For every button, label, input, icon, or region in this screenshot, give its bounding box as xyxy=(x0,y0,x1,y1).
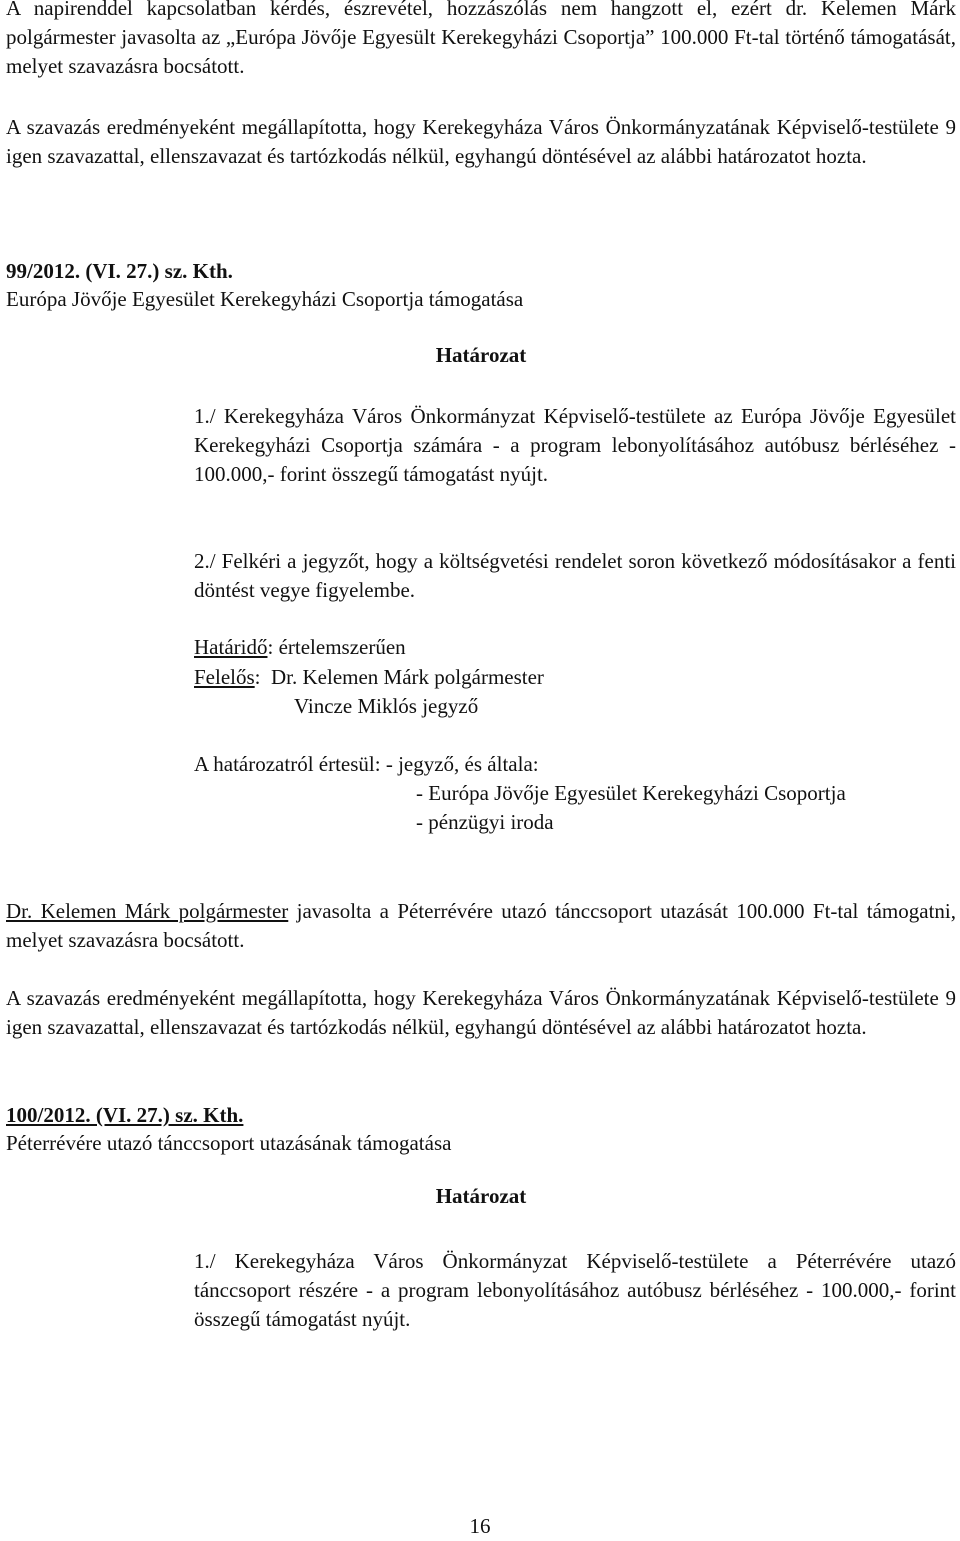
proposer-name: Dr. Kelemen Márk polgármester xyxy=(6,899,289,923)
resolution-1-number: 99/2012. (VI. 27.) sz. Kth. xyxy=(6,259,233,283)
resolution-1-heading: Határozat xyxy=(435,343,527,367)
page-number: 16 xyxy=(469,1514,491,1538)
notify-line-3: - pénzügyi iroda xyxy=(416,810,554,834)
intro-paragraph-2: A szavazás eredményeként megállapította, hogy Kerekegyháza Város Önkormányzatának Képviselő-testülete 9 igen szavazattal, ellenszavazat és tartózkodás nélkül, egyhangú döntésével az alábbi határozatot hozta. xyxy=(6,115,956,168)
notify-line-2: - Európa Jövője Egyesület Kerekegyházi Csoportja xyxy=(416,781,846,805)
intro-paragraph-1: A napirenddel kapcsolatban kérdés, észrevétel, hozzászólás nem hangzott el, ezért dr. Kelemen Márk polgármester javasolta az „Európa Jövője Egyesült Kerekegyházi Csoportja” 100.000 Ft-tal történő támogatását, melyet szavazásra bocsátott. xyxy=(6,0,956,78)
resolution-2-title: Péterrévére utazó tánccsoport utazásának támogatása xyxy=(6,1131,452,1155)
middle-paragraph-1-rest: javasolta a Péterrévére utazó tánccsoport utazását 100.000 Ft-tal támogatni, melyet szavazásra bocsátott. xyxy=(6,899,956,952)
resolution-1-title: Európa Jövője Egyesület Kerekegyházi Csoportja támogatása xyxy=(6,287,524,311)
resolution-2-point-1: 1./ Kerekegyháza Város Önkormányzat Képviselő-testülete a Péterrévére utazó tánccsoport részére - a program lebonyolításához autóbusz bérléséhez - 100.000,- forint összegű támogatást nyújt. xyxy=(194,1249,956,1331)
middle-paragraph-1 xyxy=(6,897,956,955)
resolution-2-heading: Határozat xyxy=(435,1184,527,1208)
middle-paragraph-2: A szavazás eredményeként megállapította, hogy Kerekegyháza Város Önkormányzatának Képviselő-testülete 9 igen szavazattal, ellenszavazat és tartózkodás nélkül, egyhangú döntésével az alábbi határozatot hozta. xyxy=(6,986,956,1039)
deadline-value: : értelemszerűen xyxy=(267,635,406,659)
responsible-value: : Dr. Kelemen Márk polgármester xyxy=(254,665,544,689)
resolution-2-number: 100/2012. (VI. 27.) sz. Kth. xyxy=(6,1103,244,1127)
responsible-line xyxy=(194,663,956,692)
responsible-value-2: Vincze Miklós jegyző xyxy=(294,694,479,718)
responsible-label: Felelős xyxy=(194,665,255,689)
resolution-1-point-1: 1./ Kerekegyháza Város Önkormányzat Képviselő-testülete az Európa Jövője Egyesület Kerekegyházi Csoportja számára - a program lebonyolításához autóbusz bérléséhez - 100.000,- forint összegű támogatást nyújt. xyxy=(194,404,956,486)
deadline-label: Határidő xyxy=(194,635,268,659)
deadline-line xyxy=(194,633,956,662)
notify-line-1: A határozatról értesül: - jegyző, és általa: xyxy=(194,752,539,776)
resolution-1-point-2: 2./ Felkéri a jegyzőt, hogy a költségvetési rendelet soron következő módosításakor a fenti döntést vegye figyelembe. xyxy=(194,549,956,602)
